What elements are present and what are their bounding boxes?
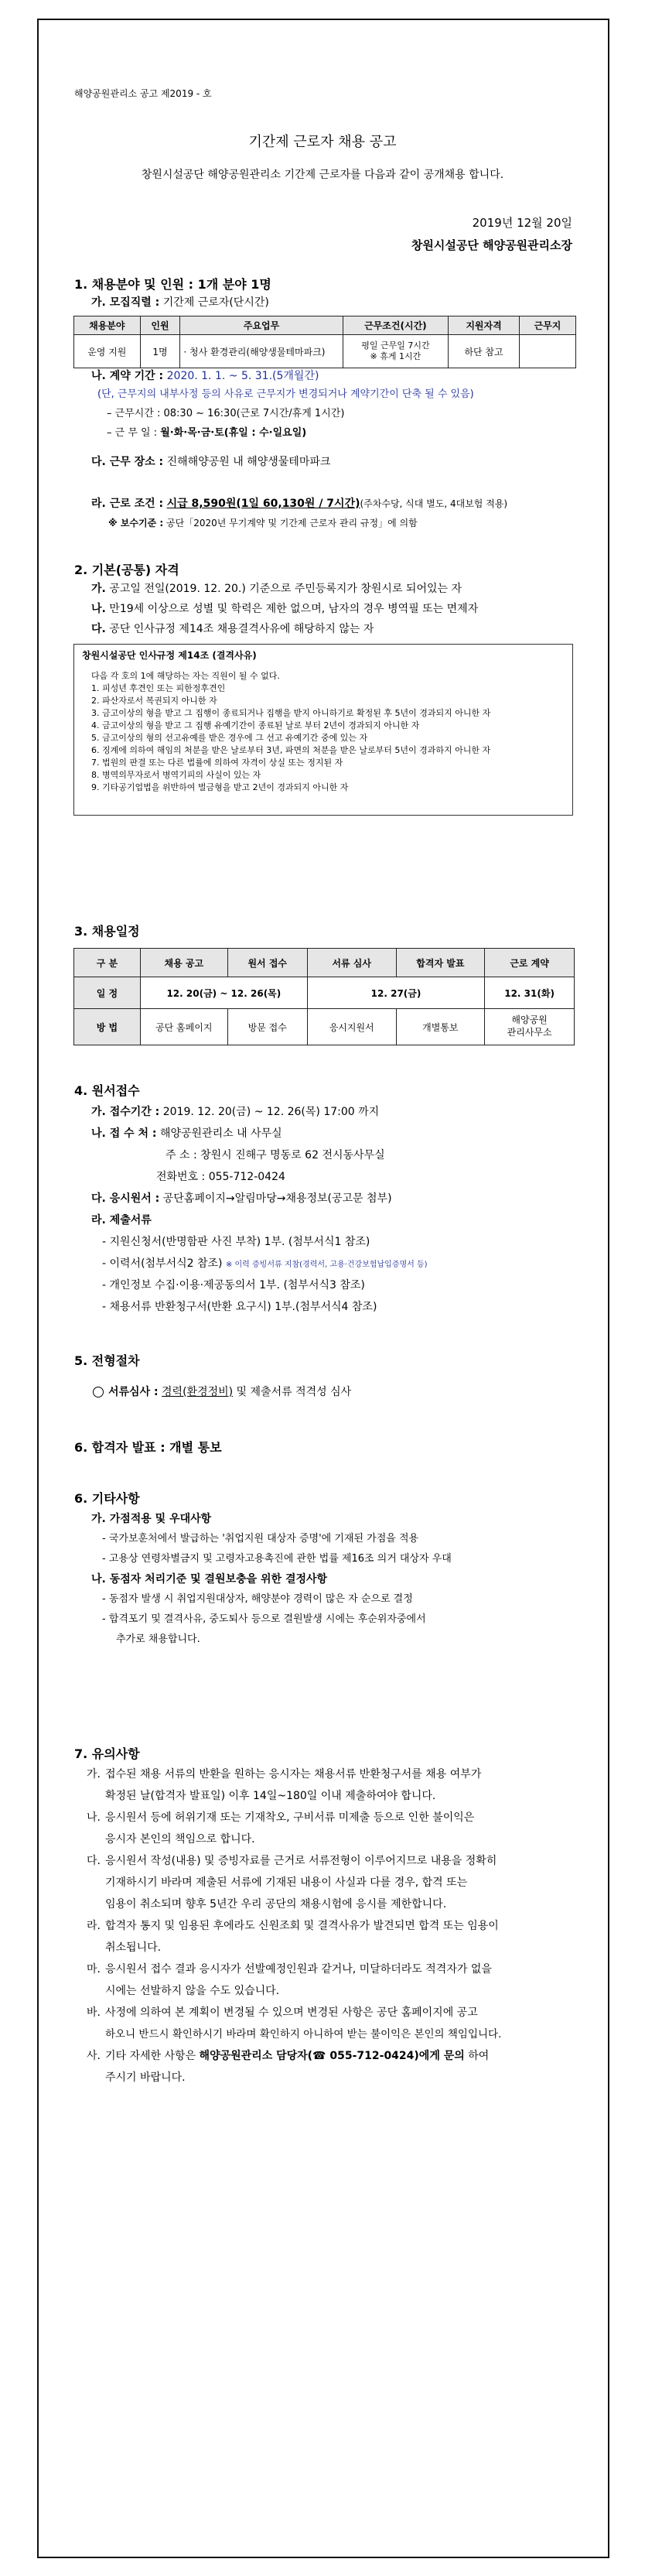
s8-item-ra-l1: 합격자 통지 및 임용된 후에라도 신원조회 및 결격사유가 발견되면 합격 또는 임용이 <box>105 1920 499 1932</box>
s4-na <box>91 1127 282 1141</box>
s8-item-ra-l2: 취소됩니다. <box>105 1941 162 1954</box>
s5-label: 서류심사 : <box>108 1386 159 1398</box>
s8-item-na-label: 나. <box>87 1811 101 1824</box>
s4-doc-3: - 개인정보 수집·이용·제공동의서 1부. (첨부서식3 참조) <box>102 1279 365 1291</box>
td-hours <box>343 335 448 368</box>
s8-item-da-l1: 응시원서 작성(내용) 및 증빙자료를 근거로 서류전형이 이루어지므로 내용을 정확히 <box>105 1855 497 1867</box>
s2-ga-text: 공고일 전일(2019. 12. 20.) 기준으로 주민등록지가 창원시로 되어있는 자 <box>109 583 462 595</box>
s8-item-ba-label: 바. <box>87 2006 101 2019</box>
s7-na-1: - 동점자 발생 시 취업지원대상자, 해양분야 경력이 많은 자 순으로 결정 <box>102 1593 413 1605</box>
table-row <box>74 335 576 368</box>
sch-row1-review-date: 12. 27(금) <box>307 977 484 1009</box>
section-4-heading: 4. 원서접수 <box>74 1083 140 1098</box>
s4-da <box>91 1192 392 1206</box>
table-row <box>74 1009 575 1045</box>
sch-row2-contract-line2: 관리사무소 <box>507 1027 552 1038</box>
notice-date: 2019년 12월 20일 <box>472 216 572 230</box>
s8-item-sa-label: 사. <box>87 2050 101 2062</box>
list-item: 9. 기타공기업법을 위반하여 벌금형을 받고 2년이 경과되지 아니한 자 <box>91 782 349 792</box>
s8-item-ba-l1: 사정에 의하여 본 계획이 변경될 수 있으며 변경된 사항은 공단 홈페이지에 공고 <box>105 2006 478 2019</box>
s1-ra-extra: (주차수당, 식대 별도, 4대보험 적용) <box>360 498 508 509</box>
s7-na-2b: 추가로 채용합니다. <box>116 1634 200 1645</box>
section-6-heading: 6. 합격자 발표 : 개별 통보 <box>74 1440 222 1455</box>
sch-row1-label: 일 정 <box>74 977 141 1009</box>
s8-item-da-l2: 기재하시기 바라며 제출된 서류에 기재된 내용이 사실과 다를 경우, 합격 또는 <box>105 1876 468 1889</box>
list-item: 4. 금고이상의 형을 받고 그 집행 유예기간이 종료된 날로 부터 2년이 경과되지 아니한 자 <box>91 720 420 731</box>
sch-th-result: 합격자 발표 <box>396 949 485 977</box>
list-item: 1. 피성년 후견인 또는 피한정후견인 <box>91 683 226 694</box>
s8-item-da-label: 다. <box>87 1855 101 1867</box>
s7-ga-2: - 고용상 연령차별금지 및 고령자고용촉진에 관한 법률 제16조 의거 대상자 우대 <box>102 1553 452 1565</box>
list-item: 7. 법원의 판결 또는 다른 법률에 의하여 자격이 상실 또는 정지된 자 <box>91 757 343 768</box>
sch-row2-label: 방 법 <box>74 1009 141 1045</box>
s1-na <box>91 369 319 384</box>
box-title: 창원시설공단 인사규정 제14조 (결격사유) <box>82 650 257 661</box>
th-duty: 주요업무 <box>180 316 343 335</box>
td-location <box>520 335 576 368</box>
s2-na-label: 나. <box>91 603 106 615</box>
box-list <box>91 682 565 793</box>
s1-ra-note-label: ※ 보수기준 : <box>108 518 164 529</box>
section-8-heading: 7. 유의사항 <box>74 1746 140 1761</box>
s7-ga-1: - 국가보훈처에서 발급하는 '취업지원 대상자 증명'에 기재된 가점을 적용 <box>102 1533 419 1545</box>
disqualification-box <box>73 644 573 816</box>
s4-da-value: 공단홈페이지→알림마당→채용정보(공고문 첨부) <box>162 1192 392 1205</box>
page-title: 기간제 근로자 채용 공고 <box>248 134 397 150</box>
s2-da-text: 공단 인사규정 제14조 채용결격사유에 해당하지 않는 자 <box>109 623 374 635</box>
s8-item-na-l1: 응시원서 등에 허위기재 또는 기재착오, 구비서류 미제출 등으로 인한 불이익은 <box>105 1811 475 1824</box>
s8-item-ga-l2: 확정된 날(합격자 발표일) 이후 14일~180일 이내 제출하여야 합니다. <box>105 1790 436 1802</box>
schedule-table <box>73 948 575 1045</box>
s1-na-value: 2020. 1. 1. ~ 5. 31.(5개월간) <box>166 370 319 382</box>
sch-th-contract: 근로 계약 <box>485 949 575 977</box>
s4-doc-1: - 지원신청서(반명함판 사진 부착) 1부. (첨부서식1 참조) <box>102 1236 370 1248</box>
s8-item-ma-l2: 시에는 선발하지 않을 수도 있습니다. <box>105 1985 280 1997</box>
sch-row1-contract-date: 12. 31(화) <box>485 977 575 1009</box>
s8-item-ga-l1: 접수된 채용 서류의 반환을 원하는 응시자는 채용서류 반환청구서를 채용 여부가 <box>105 1768 482 1781</box>
s8-item-ra-label: 라. <box>87 1920 101 1932</box>
sch-row1-period: 12. 20(금) ~ 12. 26(목) <box>140 977 307 1009</box>
s8-item-sa-contact: 해양공원관리소 담당자(☎ 055-712-0424)에게 문의 <box>199 2050 465 2062</box>
s4-ra-label: 라. 제출서류 <box>91 1214 152 1226</box>
th-location: 근무지 <box>520 316 576 335</box>
sch-row2-notice: 공단 홈페이지 <box>140 1009 227 1045</box>
s8-item-ma-label: 마. <box>87 1963 101 1976</box>
s7-na-heading: 나. 동점자 처리기준 및 결원보충을 위한 결정사항 <box>91 1573 328 1586</box>
s1-ra-value: 시급 8,590원(1일 60,130원 / 7시간) <box>166 498 360 510</box>
s8-item-ma-l1: 응시원서 접수 결과 응시자가 선발예정인원과 같거나, 미달하더라도 적격자가 없을 <box>105 1963 492 1976</box>
section-5-heading: 5. 전형절차 <box>74 1353 140 1368</box>
recruit-table-header <box>74 316 576 335</box>
recruit-table <box>73 316 576 368</box>
s1-work-days-label: – 근 무 일 : <box>107 427 158 439</box>
section-7-heading: 6. 기타사항 <box>74 1491 140 1506</box>
th-hours: 근무조건(시간) <box>343 316 448 335</box>
s7-na-2: - 합격포기 및 결격사유, 중도퇴사 등으로 결원발생 시에는 후순위자중에서 <box>102 1613 426 1625</box>
intro-text: 창원시설공단 해양공원관리소 기간제 근로자를 다음과 같이 공개채용 합니다. <box>141 169 504 181</box>
circle-bullet-icon <box>93 1387 104 1397</box>
td-count: 1명 <box>140 335 180 368</box>
list-item: 8. 병역의무자로서 병역기피의 사실이 있는 자 <box>91 769 261 780</box>
sch-row2-contract <box>485 1009 575 1045</box>
s2-ga <box>91 582 462 597</box>
s7-ga-heading: 가. 가점적용 및 우대사항 <box>91 1513 212 1525</box>
s4-ga <box>91 1105 379 1120</box>
s8-item-ga-label: 가. <box>87 1768 101 1781</box>
section-1-heading: 1. 채용분야 및 인원 : 1개 분야 1명 <box>74 277 271 292</box>
s4-phone: 전화번호 : 055-712-0424 <box>156 1171 285 1183</box>
s2-na-text: 만19세 이상으로 성별 및 학력은 제한 없으며, 남자의 경우 병역필 또는 면제자 <box>109 603 479 615</box>
s2-ga-label: 가. <box>91 583 106 595</box>
s4-na-label: 나. 접 수 처 : <box>91 1127 157 1140</box>
s5-screening <box>93 1385 351 1400</box>
s4-ga-value: 2019. 12. 20(금) ~ 12. 26(목) 17:00 까지 <box>162 1106 380 1118</box>
section-3-heading: 3. 채용일정 <box>74 924 140 939</box>
s1-da <box>91 455 330 470</box>
list-item: 6. 징계에 의하여 해임의 처분을 받은 날로부터 3년, 파면의 처분을 받은 날로부터 5년이 경과하지 아니한 자 <box>91 745 491 756</box>
doc-reference: 해양공원관리소 공고 제2019 - 호 <box>74 88 212 99</box>
sch-th-notice: 채용 공고 <box>140 949 227 977</box>
s1-ga-label: 가. 모집직렬 : <box>91 296 160 309</box>
sch-row2-apply: 방문 접수 <box>227 1009 307 1045</box>
sch-th-type: 구 분 <box>74 949 141 977</box>
list-item: 5. 금고이상의 형의 선고유예를 받은 경우에 그 선고 유예기간 중에 있는 자 <box>91 733 368 744</box>
th-field: 채용분야 <box>74 316 141 335</box>
issuer: 창원시설공단 해양공원관리소장 <box>411 238 572 252</box>
list-item: 2. 파산자로서 복권되지 아니한 자 <box>91 696 217 706</box>
s1-ga-value: 기간제 근로자(단시간) <box>162 296 269 309</box>
sch-th-apply: 원서 접수 <box>227 949 307 977</box>
td-hours-line1: 평일 근무일 7시간 <box>361 340 430 351</box>
sch-row2-review: 응시지원서 <box>307 1009 396 1045</box>
s8-item-sa-l1 <box>105 2049 489 2064</box>
s5-value-underlined: 경력(환경정비) <box>162 1386 234 1398</box>
s4-address: 주 소 : 창원시 진해구 명동로 62 전시동사무실 <box>166 1149 385 1161</box>
td-field: 운영 지원 <box>74 335 141 368</box>
s1-ga <box>91 296 269 310</box>
section-2-heading: 2. 기본(공통) 자격 <box>74 563 179 577</box>
s1-na-label: 나. 계약 기간 : <box>91 370 164 382</box>
s1-ra-label: 라. 근로 조건 : <box>91 498 164 510</box>
s8-item-sa-l2: 주시기 바랍니다. <box>105 2071 186 2084</box>
s1-work-days-value: 월·화·목·금·토(휴일 : 수·일요일) <box>160 427 307 439</box>
s8-item-na-l2: 응시자 본인의 책임으로 합니다. <box>105 1833 255 1846</box>
table-row <box>74 977 575 1009</box>
s5-value-rest: 및 제출서류 적격성 심사 <box>233 1386 352 1398</box>
sch-row2-contract-line1: 해양공원 <box>511 1014 548 1026</box>
s2-na <box>91 602 478 617</box>
s1-work-hours: – 근무시간 : 08:30 ~ 16:30(근로 7시간/휴게 1시간) <box>107 408 345 419</box>
list-item: 3. 금고이상의 형을 받고 그 집행이 종료되거나 집행을 받지 아니하기로 확정된 후 5년이 경과되지 아니한 자 <box>91 708 491 719</box>
schedule-header <box>74 949 575 977</box>
s1-ra <box>91 497 507 511</box>
s1-ra-note <box>108 517 418 529</box>
s8-item-da-l3: 임용이 취소되며 향후 5년간 우리 공단의 채용시험에 응시를 제한합니다. <box>105 1898 447 1911</box>
s4-doc-2 <box>102 1257 428 1271</box>
s2-da <box>91 622 374 637</box>
s8-item-sa-pre: 기타 자세한 사항은 <box>105 2050 200 2062</box>
s1-da-value: 진해해양공원 내 해양생물테마파크 <box>166 456 331 468</box>
s4-doc-4: - 채용서류 반환청구서(반환 요구시) 1부.(첨부서식4 참조) <box>102 1301 377 1313</box>
s8-item-ba-l2: 하오니 반드시 확인하시기 바라며 확인하지 아니하여 받는 불이익은 본인의 책임입니다. <box>105 2028 502 2041</box>
td-hours-line2: ※ 휴게 1시간 <box>370 351 421 361</box>
s1-na-note: (단, 근무지의 내부사정 등의 사유로 근무지가 변경되거나 계약기간이 단축 될 수 있음) <box>97 388 474 400</box>
s4-na-value: 해양공원관리소 내 사무실 <box>159 1127 282 1140</box>
s4-ga-label: 가. 접수기간 : <box>91 1106 160 1118</box>
th-count: 인원 <box>140 316 180 335</box>
s8-item-sa-post: 하여 <box>464 2050 490 2062</box>
sch-th-review: 서류 심사 <box>307 949 396 977</box>
box-intro: 다음 각 호의 1에 해당하는 자는 직원이 될 수 없다. <box>91 671 280 682</box>
th-qualification: 지원자격 <box>449 316 520 335</box>
s4-doc-2-text: - 이력서(첨부서식2 참조) <box>102 1257 223 1270</box>
s1-ra-note-value: 공단「2020년 무기계약 및 기간제 근로자 관리 규정」에 의함 <box>166 518 418 529</box>
s2-da-label: 다. <box>91 623 106 635</box>
s4-doc-2-note: ※ 이력 증빙서류 지참(경력서, 고용·건강보험납입증명서 등) <box>225 1261 428 1269</box>
s4-da-label: 다. 응시원서 : <box>91 1192 160 1205</box>
td-qualification: 하단 참고 <box>449 335 520 368</box>
s1-da-label: 다. 근무 장소 : <box>91 456 164 468</box>
td-duty: · 청사 환경관리(해양생물테마파크) <box>180 335 343 368</box>
s1-work-days <box>107 426 306 440</box>
sch-row2-result: 개별통보 <box>396 1009 485 1045</box>
